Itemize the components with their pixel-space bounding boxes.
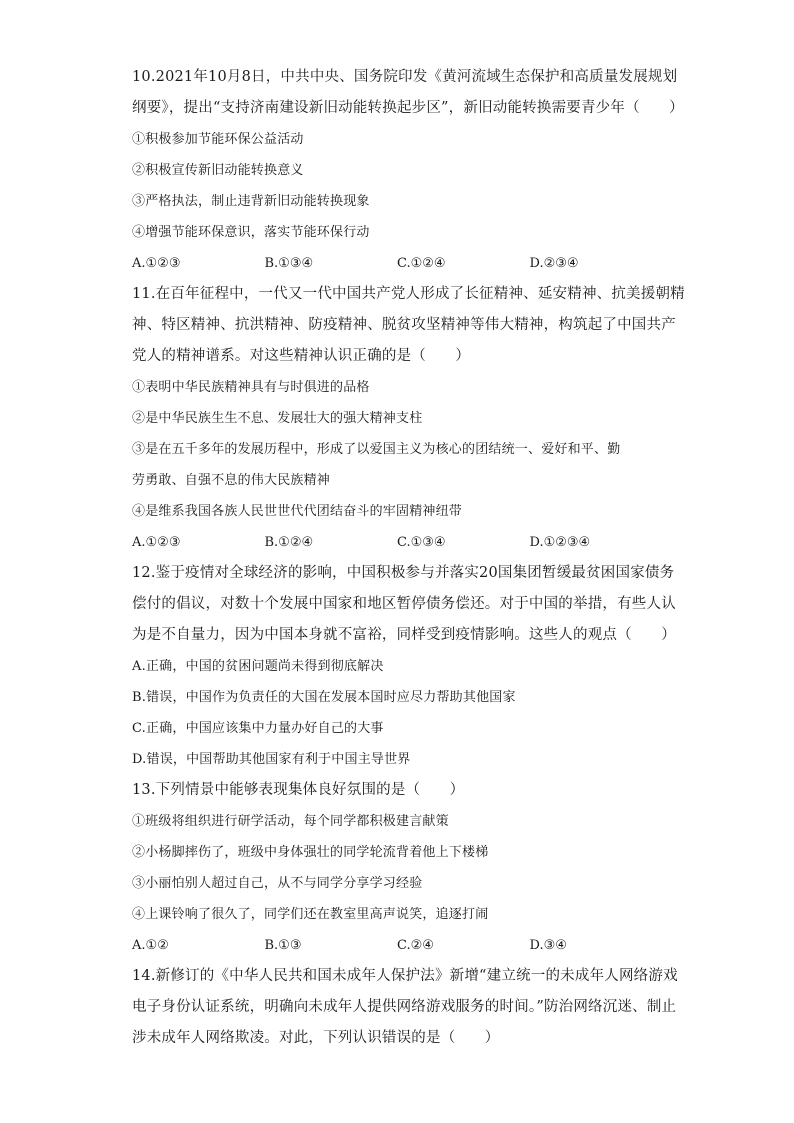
question-stem-line: 为是不自量力，因为中国本身就不富裕，同样受到疫情影响。这些人的观点（ ） — [132, 627, 676, 643]
question-stem-line: 13.下列情景中能够表现集体良好氛围的是（ ） — [132, 782, 465, 798]
question-item: A.正确，中国的贫困问题尚未得到彻底解决 — [132, 659, 384, 674]
question-stem-line: 12.鉴于疫情对全球经济的影响，中国积极参与并落实20国集团暂缓最贫困国家债务 — [132, 565, 675, 581]
question-item: 劳勇敢、自强不息的伟大民族精神 — [132, 473, 331, 488]
question-stem-line: 14.新修订的《中华人民共和国未成年人保护法》新增“建立统一的未成年人网络游戏 — [132, 968, 678, 984]
question-item: ①表明中华民族精神具有与时俱进的品格 — [132, 380, 370, 395]
question-14 — [132, 961, 678, 1054]
answer-choices — [132, 248, 662, 279]
question-stem-line: 神、特区精神、抗洪精神、防疫精神、脱贫攻坚精神等伟大精神，构筑起了中国共产 — [132, 317, 676, 333]
question-item: ④是维系我国各族人民世世代代团结奋斗的牢固精神纽带 — [132, 504, 463, 519]
question-item: B.错误，中国作为负责任的大国在发展本国时应尽力帮助其他国家 — [132, 690, 516, 705]
question-stem-line: 纲要》，提出“支持济南建设新旧动能转换起步区”，新旧动能转换需要青少年（ ） — [132, 100, 684, 116]
answer-choice[interactable]: A.①②③ — [132, 535, 181, 550]
question-item: ①班级将组织进行研学活动，每个同学都积极建言献策 — [132, 814, 449, 829]
answer-choice[interactable]: B.①②④ — [264, 535, 314, 550]
question-item: ③严格执法，制止违背新旧动能转换现象 — [132, 194, 370, 209]
question-item: ③小丽怕别人超过自己，从不与同学分享学习经验 — [132, 876, 423, 891]
answer-choice[interactable]: C.①③④ — [397, 535, 446, 550]
question-item: ②积极宣传新旧动能转换意义 — [132, 163, 304, 178]
answer-choice[interactable]: A.①②③ — [132, 256, 181, 271]
question-13 — [132, 775, 662, 961]
question-item: D.错误，中国帮助其他国家有利于中国主导世界 — [132, 752, 411, 767]
question-list — [132, 62, 685, 1054]
question-item: ②是中华民族生生不息、发展壮大的强大精神支柱 — [132, 411, 423, 426]
question-item: ④增强节能环保意识，落实节能环保行动 — [132, 225, 370, 240]
question-stem-line: 电子身份认证系统，明确向未成年人提供网络游戏服务的时间。”防治网络沉迷、制止 — [132, 999, 677, 1015]
question-11 — [132, 279, 685, 558]
answer-choice[interactable]: C.①②④ — [397, 256, 446, 271]
question-stem-line: 党人的精神谱系。对这些精神认识正确的是（ ） — [132, 348, 471, 364]
answer-choice[interactable]: D.①②③④ — [529, 535, 591, 550]
question-item: ③是在五千多年的发展历程中，形成了以爱国主义为核心的团结统一、爱好和平、勤 — [132, 442, 621, 457]
answer-choice[interactable]: A.①② — [132, 938, 169, 953]
question-item: ①积极参加节能环保公益活动 — [132, 132, 304, 147]
question-stem-line: 11.在百年征程中，一代又一代中国共产党人形成了长征精神、延安精神、抗美援朝精 — [132, 286, 685, 302]
question-item: ④上课铃响了很久了，同学们还在教室里高声说笑，追逐打闹 — [132, 907, 489, 922]
question-item: C.正确，中国应该集中力量办好自己的大事 — [132, 721, 384, 736]
question-12 — [132, 558, 676, 775]
question-item: ②小杨脚摔伤了，班级中身体强壮的同学轮流背着他上下楼梯 — [132, 845, 489, 860]
question-10 — [132, 62, 684, 279]
answer-choice[interactable]: D.③④ — [529, 938, 567, 953]
question-stem-line: 涉未成年人网络欺凌。对此，下列认识错误的是（ ） — [132, 1030, 500, 1046]
answer-choice[interactable]: C.②④ — [397, 938, 434, 953]
answer-choice[interactable]: B.①③④ — [264, 256, 314, 271]
answer-choice[interactable]: D.②③④ — [529, 256, 579, 271]
answer-choice[interactable]: B.①③ — [264, 938, 302, 953]
answer-choices — [132, 527, 662, 558]
answer-choices — [132, 930, 662, 961]
question-stem-line: 10.2021年10月8日，中共中央、国务院印发《黄河流域生态保护和高质量发展规划 — [132, 69, 678, 85]
question-stem-line: 偿付的倡议，对数十个发展中国家和地区暂停债务偿还。对于中国的举措，有些人认 — [132, 596, 676, 612]
